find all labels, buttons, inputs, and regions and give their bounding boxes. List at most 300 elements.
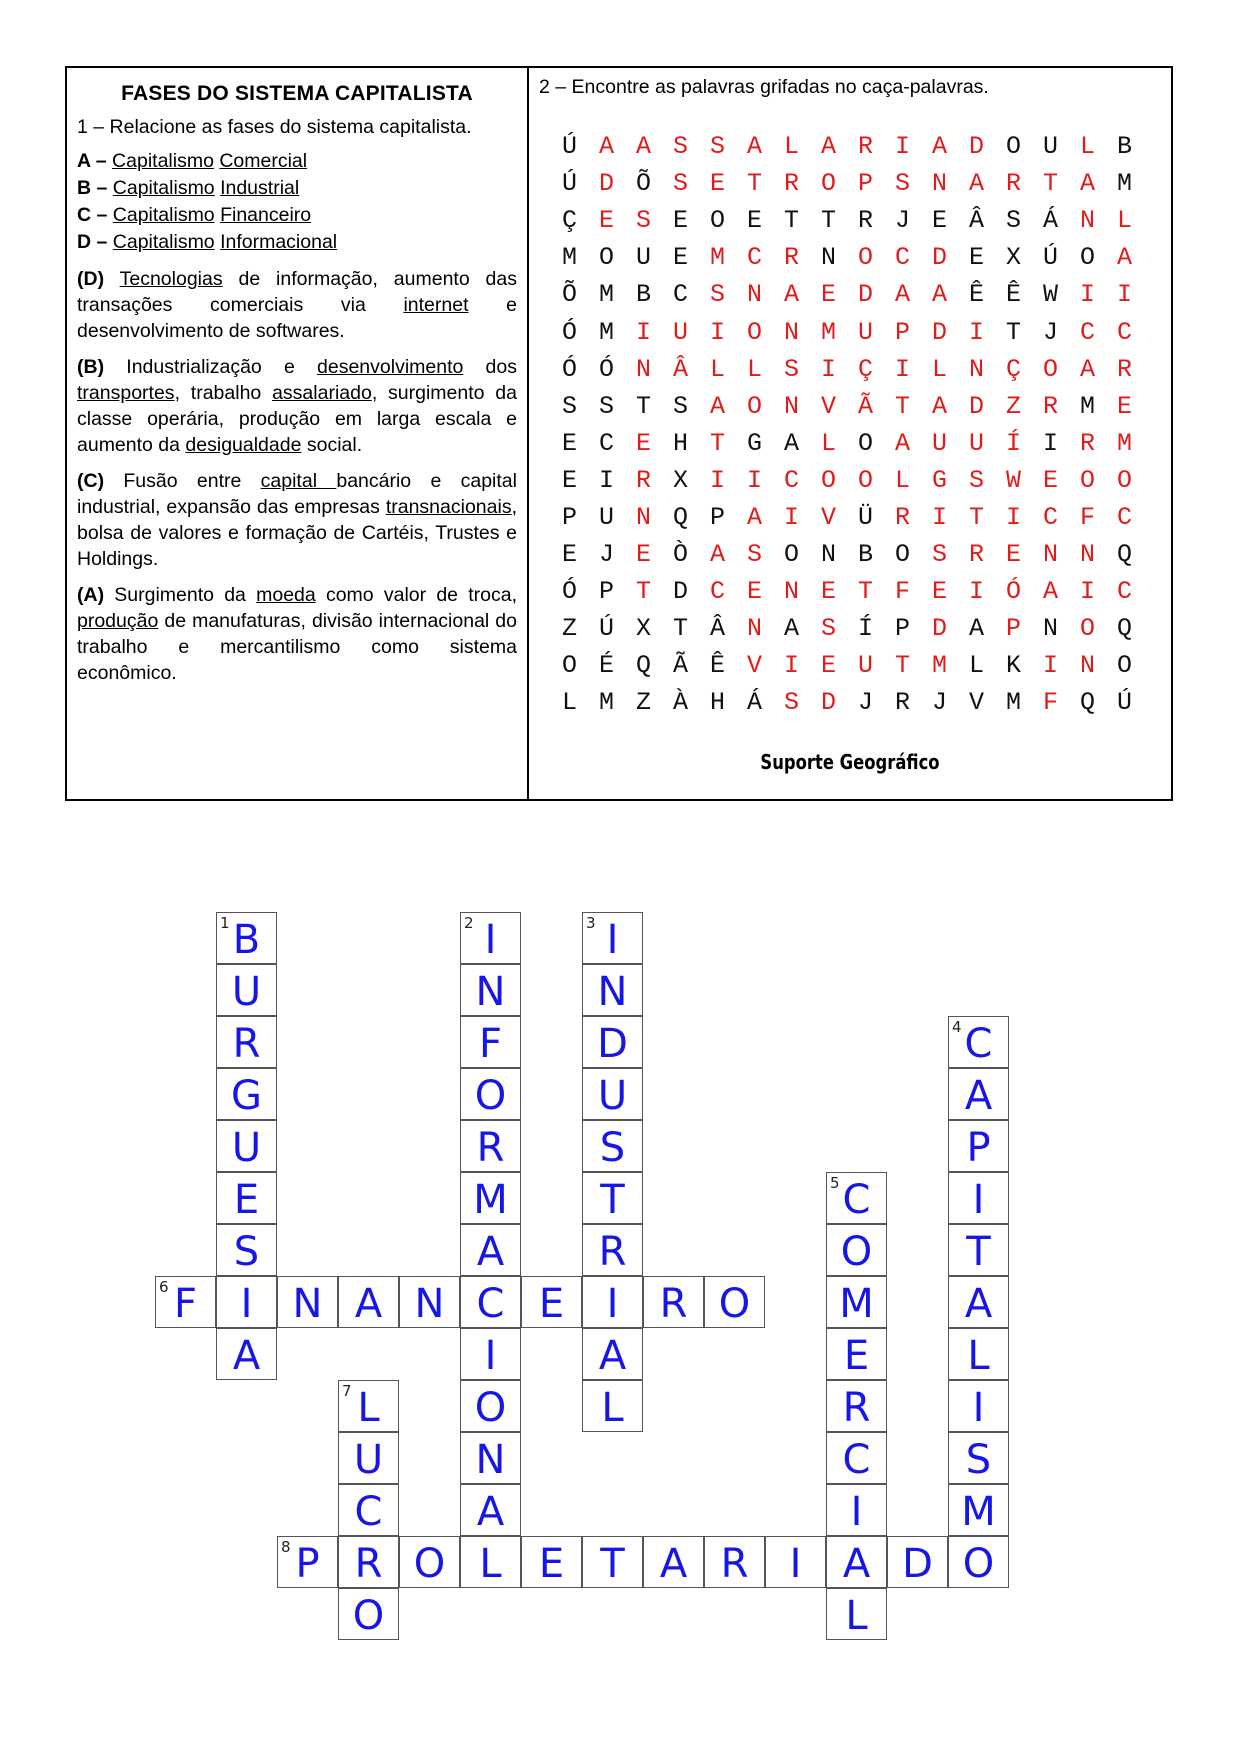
crossword-letter: T xyxy=(600,1177,625,1223)
word-search-letter: O xyxy=(1079,465,1095,495)
crossword-cell[interactable] xyxy=(948,1536,1009,1588)
crossword-letter: I xyxy=(484,917,497,963)
word-search-letter: N xyxy=(820,243,836,273)
word-search-letter: T xyxy=(672,614,688,644)
crossword-cell[interactable] xyxy=(948,1172,1009,1224)
word-search-letter: N xyxy=(783,391,799,421)
crossword-cell[interactable] xyxy=(643,1276,704,1328)
word-search-letter: E xyxy=(635,540,651,570)
crossword-letter: E xyxy=(538,1541,565,1587)
word-search-letter: L xyxy=(709,354,725,384)
word-search-letter: I xyxy=(598,465,614,495)
crossword-cell[interactable] xyxy=(887,1536,948,1588)
word-search-letter: Ó xyxy=(598,354,614,384)
word-search-letter: U xyxy=(931,428,947,458)
crossword-cell[interactable] xyxy=(582,1120,643,1172)
crossword-cell[interactable] xyxy=(582,912,643,964)
word-search-letter: Ó xyxy=(561,577,577,607)
word-search-letter: T xyxy=(1042,169,1058,199)
crossword-letter: M xyxy=(473,1177,508,1223)
word-search-letter: Ú xyxy=(561,132,577,162)
word-search-letter: N xyxy=(820,540,836,570)
crossword-cell[interactable] xyxy=(338,1432,399,1484)
word-search-letter: L xyxy=(820,428,836,458)
word-search-letter: S xyxy=(709,280,725,310)
crossword-cell[interactable] xyxy=(948,1432,1009,1484)
word-search-letter: A xyxy=(894,428,910,458)
crossword-letter: C xyxy=(842,1437,871,1483)
crossword-cell[interactable] xyxy=(399,1276,460,1328)
word-search-letter: N xyxy=(783,577,799,607)
crossword-cell[interactable] xyxy=(460,1120,521,1172)
crossword-cell[interactable] xyxy=(826,1276,887,1328)
word-search-letter: Ó xyxy=(561,354,577,384)
crossword-letter: C xyxy=(964,1021,993,1067)
crossword-cell[interactable] xyxy=(216,964,277,1016)
crossword-letter: O xyxy=(474,1073,507,1119)
crossword-letter: D xyxy=(902,1541,933,1587)
word-search-letter: Í xyxy=(1005,428,1021,458)
crossword-clue-number: 4 xyxy=(952,1018,962,1036)
word-search-letter: Ó xyxy=(561,317,577,347)
word-search-letter: U xyxy=(672,317,688,347)
word-search-letter: R xyxy=(1042,391,1058,421)
crossword-clue-number: 8 xyxy=(281,1538,291,1556)
word-search-letter: A xyxy=(1042,577,1058,607)
word-search-letter: D xyxy=(820,688,836,718)
word-search-letter: Á xyxy=(746,688,762,718)
phase-item: B – Capitalismo Industrial xyxy=(77,177,300,199)
word-search-letter: Ú xyxy=(1042,243,1058,273)
word-search-letter: Í xyxy=(857,614,873,644)
crossword-letter: O xyxy=(718,1281,751,1327)
crossword-cell[interactable] xyxy=(216,1224,277,1276)
crossword-letter: O xyxy=(352,1593,385,1639)
crossword-cell[interactable] xyxy=(216,912,277,964)
crossword-letter: D xyxy=(597,1021,628,1067)
crossword-cell[interactable] xyxy=(826,1536,887,1588)
crossword-cell[interactable] xyxy=(948,1224,1009,1276)
word-search-letter: U xyxy=(1042,132,1058,162)
word-search-letter: E xyxy=(820,577,836,607)
word-search-letter: N xyxy=(931,169,947,199)
crossword-cell[interactable] xyxy=(460,1432,521,1484)
crossword-letter: R xyxy=(232,1021,261,1067)
word-search-letter: Ã xyxy=(672,651,688,681)
word-search-letter: L xyxy=(783,132,799,162)
word-search-letter: T xyxy=(635,577,651,607)
crossword-cell[interactable] xyxy=(582,1328,643,1380)
crossword-letter: A xyxy=(232,1333,261,1379)
word-search-letter: A xyxy=(931,391,947,421)
word-search-letter: N xyxy=(1079,651,1095,681)
crossword-cell[interactable] xyxy=(826,1432,887,1484)
word-search-letter: C xyxy=(598,428,614,458)
word-search-letter: P xyxy=(894,317,910,347)
word-search-letter: S xyxy=(783,354,799,384)
crossword-cell[interactable] xyxy=(948,1068,1009,1120)
paragraph-d: (D) Tecnologias de informação, aumento das transações comerciais via internet e desenvolvimento de softwares. xyxy=(77,268,517,342)
crossword-cell[interactable] xyxy=(582,1172,643,1224)
crossword-cell[interactable] xyxy=(948,1276,1009,1328)
crossword-cell[interactable] xyxy=(948,1380,1009,1432)
crossword-cell[interactable] xyxy=(338,1588,399,1640)
crossword-cell[interactable] xyxy=(155,1276,216,1328)
word-search-letter: O xyxy=(820,169,836,199)
crossword-cell[interactable] xyxy=(521,1276,582,1328)
word-search-letter: Z xyxy=(1005,391,1021,421)
word-search-letter: U xyxy=(968,428,984,458)
crossword-cell[interactable] xyxy=(460,964,521,1016)
word-search-letter: A xyxy=(783,280,799,310)
crossword-letter: R xyxy=(842,1385,871,1431)
word-search-letter: E xyxy=(820,280,836,310)
word-search-letter: V xyxy=(820,391,836,421)
word-search-letter: D xyxy=(968,391,984,421)
crossword-letter: C xyxy=(476,1281,505,1327)
crossword-cell[interactable] xyxy=(460,1016,521,1068)
word-search-letter: O xyxy=(598,243,614,273)
word-search-letter: E xyxy=(1005,540,1021,570)
crossword-letter: E xyxy=(233,1177,260,1223)
word-search-letter: F xyxy=(1079,502,1095,532)
crossword-letter: N xyxy=(414,1281,445,1327)
crossword-cell[interactable] xyxy=(216,1068,277,1120)
word-search-letter: L xyxy=(1116,206,1132,236)
word-search-letter: P xyxy=(857,169,873,199)
crossword-letter: R xyxy=(659,1281,688,1327)
crossword-cell[interactable] xyxy=(460,912,521,964)
word-search-letter: O xyxy=(857,428,873,458)
crossword-letter: N xyxy=(292,1281,323,1327)
word-search-letter: M xyxy=(709,243,725,273)
crossword-cell[interactable] xyxy=(460,1068,521,1120)
word-search-letter: S xyxy=(931,540,947,570)
word-search-letter: P xyxy=(598,577,614,607)
crossword-letter: P xyxy=(966,1125,991,1171)
paragraph-b: (B) Industrialização e desenvolvimento dos transportes, trabalho assalariado, surgimento da classe operária, produção em larga escala e aumento da desigualdade social. xyxy=(77,356,517,456)
crossword-cell[interactable] xyxy=(216,1328,277,1380)
word-search-letter: J xyxy=(931,688,947,718)
crossword-letter: R xyxy=(720,1541,749,1587)
word-search-letter: G xyxy=(931,465,947,495)
crossword-cell[interactable] xyxy=(460,1172,521,1224)
word-search-letter: I xyxy=(894,354,910,384)
word-search-letter: R xyxy=(1116,354,1132,384)
crossword-letter: L xyxy=(357,1385,380,1431)
word-search-letter: U xyxy=(857,317,873,347)
word-search-letter: I xyxy=(1005,502,1021,532)
crossword-cell[interactable] xyxy=(216,1120,277,1172)
word-search-letter: O xyxy=(709,206,725,236)
word-search-letter: S xyxy=(1005,206,1021,236)
word-search-letter: N xyxy=(1079,206,1095,236)
word-search-letter: B xyxy=(1116,132,1132,162)
word-search-letter: I xyxy=(1079,280,1095,310)
crossword-letter: R xyxy=(598,1229,627,1275)
crossword-cell[interactable] xyxy=(460,1536,521,1588)
word-search-letter: M xyxy=(1116,428,1132,458)
word-search-letter: T xyxy=(783,206,799,236)
crossword-letter: I xyxy=(789,1541,802,1587)
crossword-cell[interactable] xyxy=(582,1224,643,1276)
word-search-letter: W xyxy=(1042,280,1058,310)
word-search-letter: N xyxy=(635,502,651,532)
word-search-letter: N xyxy=(746,614,762,644)
crossword-cell[interactable] xyxy=(948,1016,1009,1068)
word-search-letter: S xyxy=(561,391,577,421)
word-search-letter: V xyxy=(820,502,836,532)
crossword-cell[interactable] xyxy=(826,1328,887,1380)
word-search-letter: Ã xyxy=(857,391,873,421)
crossword-letter: N xyxy=(475,969,506,1015)
word-search-letter: J xyxy=(598,540,614,570)
crossword-cell[interactable] xyxy=(338,1380,399,1432)
phase-item: C – Capitalismo Financeiro xyxy=(77,204,312,226)
crossword-letter: I xyxy=(972,1385,985,1431)
word-search-letter: A xyxy=(931,280,947,310)
crossword-letter: S xyxy=(965,1437,992,1483)
crossword-cell[interactable] xyxy=(216,1016,277,1068)
word-search-letter: E xyxy=(672,206,688,236)
word-search-letter: J xyxy=(894,206,910,236)
word-search-letter: E xyxy=(561,465,577,495)
crossword-cell[interactable] xyxy=(216,1276,277,1328)
word-search-letter: C xyxy=(1042,502,1058,532)
crossword-cell[interactable] xyxy=(460,1380,521,1432)
word-search-letter: O xyxy=(857,465,873,495)
word-search-letter: A xyxy=(709,540,725,570)
word-search-letter: O xyxy=(746,391,762,421)
word-search-letter: A xyxy=(635,132,651,162)
crossword-letter: A xyxy=(598,1333,627,1379)
word-search-letter: R xyxy=(894,502,910,532)
crossword-cell[interactable] xyxy=(460,1328,521,1380)
crossword-cell[interactable] xyxy=(521,1536,582,1588)
crossword-cell[interactable] xyxy=(582,1276,643,1328)
crossword-letter: A xyxy=(659,1541,688,1587)
word-search-letter: J xyxy=(1042,317,1058,347)
crossword-cell[interactable] xyxy=(582,1380,643,1432)
crossword-clue-number: 3 xyxy=(586,914,596,932)
crossword-cell[interactable] xyxy=(460,1484,521,1536)
word-search-letter: R xyxy=(857,206,873,236)
word-search-letter: S xyxy=(635,206,651,236)
word-search-letter: R xyxy=(783,169,799,199)
word-search-letter: A xyxy=(783,614,799,644)
word-search-letter: T xyxy=(1005,317,1021,347)
crossword-cell[interactable] xyxy=(765,1536,826,1588)
crossword-cell[interactable] xyxy=(826,1172,887,1224)
word-search-letter: O xyxy=(857,243,873,273)
word-search-letter: R xyxy=(894,688,910,718)
word-search-letter: D xyxy=(968,132,984,162)
word-search-letter: M xyxy=(1005,688,1021,718)
crossword-letter: O xyxy=(840,1229,873,1275)
word-search-letter: E xyxy=(635,428,651,458)
word-search-letter: C xyxy=(1116,577,1132,607)
crossword-cell[interactable] xyxy=(582,1068,643,1120)
word-search-letter: E xyxy=(598,206,614,236)
word-search-letter: I xyxy=(746,465,762,495)
word-search-letter: A xyxy=(1116,243,1132,273)
crossword-clue-number: 2 xyxy=(464,914,474,932)
crossword-cell[interactable] xyxy=(216,1172,277,1224)
crossword-letter: M xyxy=(839,1281,874,1327)
word-search-letter: M xyxy=(1079,391,1095,421)
crossword-cell[interactable] xyxy=(582,1536,643,1588)
crossword-letter: A xyxy=(964,1281,993,1327)
word-search-letter: I xyxy=(635,317,651,347)
word-search-letter: M xyxy=(598,317,614,347)
crossword-letter: I xyxy=(972,1177,985,1223)
crossword-cell[interactable] xyxy=(460,1276,521,1328)
word-search-letter: O xyxy=(894,540,910,570)
word-search-letter: Ú xyxy=(561,169,577,199)
word-search-letter: Z xyxy=(635,688,651,718)
crossword-letter: R xyxy=(354,1541,383,1587)
word-search-letter: N xyxy=(746,280,762,310)
word-search-letter: N xyxy=(1079,540,1095,570)
word-search-letter: O xyxy=(1079,243,1095,273)
word-search-letter: E xyxy=(746,577,762,607)
word-search-letter: D xyxy=(931,614,947,644)
word-search-letter: E xyxy=(931,206,947,236)
word-search-letter: Q xyxy=(1079,688,1095,718)
crossword-cell[interactable] xyxy=(338,1276,399,1328)
crossword-letter: U xyxy=(231,969,262,1015)
word-search-letter: E xyxy=(968,243,984,273)
word-search-letter: V xyxy=(746,651,762,681)
word-search-letter: E xyxy=(672,243,688,273)
crossword-letter: R xyxy=(476,1125,505,1171)
crossword-letter: G xyxy=(231,1073,262,1119)
crossword-letter: L xyxy=(845,1593,868,1639)
word-search-letter: T xyxy=(635,391,651,421)
word-search-letter: W xyxy=(1005,465,1021,495)
sheet-title: FASES DO SISTEMA CAPITALISTA xyxy=(121,82,473,105)
word-search-letter: M xyxy=(1116,169,1132,199)
word-search-letter: C xyxy=(783,465,799,495)
word-search-letter: Â xyxy=(672,354,688,384)
word-search-letter: L xyxy=(746,354,762,384)
word-search-letter: G xyxy=(746,428,762,458)
crossword-cell[interactable] xyxy=(338,1536,399,1588)
word-search-letter: B xyxy=(857,540,873,570)
word-search-letter: M xyxy=(931,651,947,681)
word-search-letter: Ê xyxy=(968,280,984,310)
crossword-letter: U xyxy=(231,1125,262,1171)
crossword-letter: L xyxy=(967,1333,990,1379)
word-search-letter: E xyxy=(709,169,725,199)
word-search-letter: I xyxy=(783,502,799,532)
word-search-letter: M xyxy=(561,243,577,273)
word-search-letter: M xyxy=(598,280,614,310)
word-search-letter: I xyxy=(931,502,947,532)
crossword-cell[interactable] xyxy=(643,1536,704,1588)
word-search-letter: O xyxy=(1005,132,1021,162)
word-search-letter: E xyxy=(1116,391,1132,421)
word-search-letter: T xyxy=(968,502,984,532)
crossword-cell[interactable] xyxy=(826,1484,887,1536)
word-search-letter: N xyxy=(1042,614,1058,644)
crossword-letter: L xyxy=(601,1385,624,1431)
crossword-cell[interactable] xyxy=(948,1120,1009,1172)
word-search-letter: I xyxy=(1079,577,1095,607)
crossword-cell[interactable] xyxy=(704,1536,765,1588)
crossword-cell[interactable] xyxy=(826,1224,887,1276)
word-search-letter: S xyxy=(672,132,688,162)
crossword-cell[interactable] xyxy=(826,1588,887,1640)
word-search-letter: C xyxy=(1116,502,1132,532)
crossword-letter: T xyxy=(600,1541,625,1587)
word-search-letter: Ú xyxy=(598,614,614,644)
word-search-letter: A xyxy=(746,502,762,532)
word-search-letter: C xyxy=(746,243,762,273)
brand-label: Suporte Geográfico xyxy=(760,750,940,774)
phase-item: A – Capitalismo Comercial xyxy=(77,150,308,172)
crossword-letter: C xyxy=(842,1177,871,1223)
word-search-letter: Ç xyxy=(1005,354,1021,384)
word-search-letter: C xyxy=(1116,317,1132,347)
word-search-letter: J xyxy=(857,688,873,718)
word-search-letter: A xyxy=(1079,354,1095,384)
word-search-letter: I xyxy=(968,577,984,607)
word-search-letter: D xyxy=(931,317,947,347)
word-search-letter: Ò xyxy=(672,540,688,570)
crossword-cell[interactable] xyxy=(948,1328,1009,1380)
word-search-letter: C xyxy=(709,577,725,607)
word-search-letter: X xyxy=(1005,243,1021,273)
crossword-cell[interactable] xyxy=(826,1380,887,1432)
crossword-letter: I xyxy=(606,1281,619,1327)
crossword-letter: C xyxy=(354,1489,383,1535)
crossword-letter: A xyxy=(842,1541,871,1587)
word-search-letter: A xyxy=(968,169,984,199)
crossword-letter: S xyxy=(233,1229,260,1275)
crossword-cell[interactable] xyxy=(399,1536,460,1588)
word-search-letter: T xyxy=(820,206,836,236)
word-search-letter: I xyxy=(783,651,799,681)
word-search-letter: R xyxy=(1005,169,1021,199)
crossword-cell[interactable] xyxy=(582,1016,643,1068)
crossword-letter: I xyxy=(850,1489,863,1535)
word-search-letter: A xyxy=(820,132,836,162)
word-search-letter: R xyxy=(783,243,799,273)
crossword-cell[interactable] xyxy=(277,1276,338,1328)
word-search-letter: X xyxy=(635,614,651,644)
word-search-letter: I xyxy=(709,317,725,347)
crossword-letter: B xyxy=(232,917,261,963)
word-search-letter: Ü xyxy=(857,502,873,532)
crossword-cell[interactable] xyxy=(704,1276,765,1328)
word-search-letter: C xyxy=(1079,317,1095,347)
word-search-letter: S xyxy=(746,540,762,570)
crossword-clue-number: 1 xyxy=(220,914,230,932)
crossword-cell[interactable] xyxy=(338,1484,399,1536)
crossword-cell[interactable] xyxy=(277,1536,338,1588)
crossword-letter: I xyxy=(240,1281,253,1327)
crossword-cell[interactable] xyxy=(948,1484,1009,1536)
crossword-cell[interactable] xyxy=(582,964,643,1016)
word-search-letter: I xyxy=(1116,280,1132,310)
crossword-cell[interactable] xyxy=(460,1224,521,1276)
word-search-letter: Á xyxy=(1042,206,1058,236)
word-search-letter: S xyxy=(820,614,836,644)
word-search-letter: E xyxy=(820,651,836,681)
word-search-letter: Z xyxy=(561,614,577,644)
word-search-letter: I xyxy=(1042,428,1058,458)
